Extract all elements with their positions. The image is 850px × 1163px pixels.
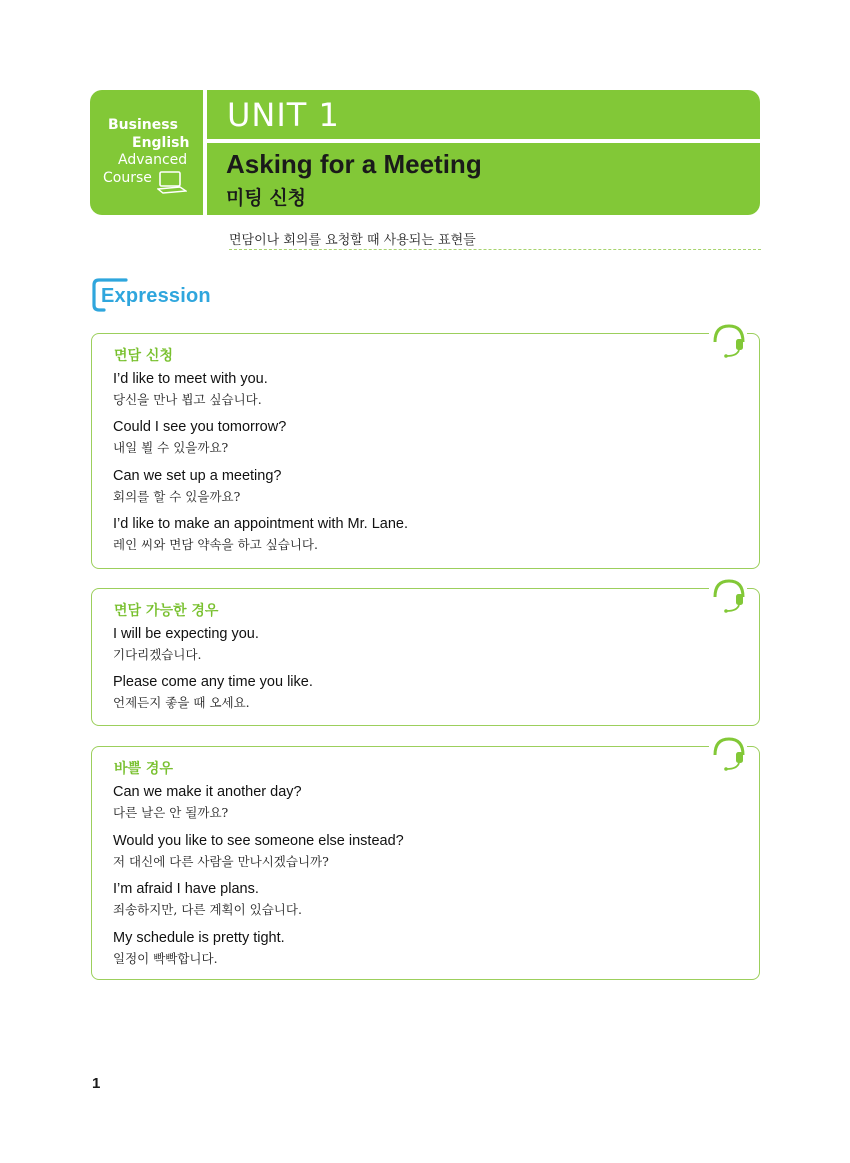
list-item [113,673,313,711]
phrase-korean: 죄송하지만, 다른 계획이 있습니다. [113,902,302,917]
lesson-title-english: Asking for a Meeting [226,149,482,179]
phrase-korean: 다른 날은 안 될까요? [113,805,229,820]
headset-icon [709,575,747,613]
section-heading: 면담 가능한 경우 [114,603,219,619]
phrase-english: I’m afraid I have plans. [113,881,259,897]
phrase-english: My schedule is pretty tight. [113,930,285,946]
phrase-korean: 회의를 할 수 있을까요? [113,489,241,504]
phrase-english: Can we set up a meeting? [113,468,282,484]
phrase-korean: 저 대신에 다른 사람을 만나시겠습니까? [113,854,329,869]
phrase-korean: 레인 씨와 면담 약속을 하고 싶습니다. [113,537,318,552]
headset-icon [709,320,747,358]
phrase-korean: 당신을 만나 뵙고 싶습니다. [113,392,262,407]
phrase-korean: 기다리겠습니다. [113,647,202,662]
section-heading: 바쁠 경우 [114,761,173,777]
course-line-course: Course [103,170,152,186]
section-heading: 면담 신청 [114,348,173,364]
phrase-english: Can we make it another day? [113,784,302,800]
unit-number: UNIT 1 [227,96,340,134]
expression-heading: Expression [101,285,211,307]
phrase-english: Please come any time you like. [113,674,313,690]
phrase-english: I’d like to make an appointment with Mr. Lane. [113,516,408,532]
expression-section-available [91,588,760,726]
expression-section-busy [91,746,760,980]
phrase-korean: 내일 뵐 수 있을까요? [113,440,229,455]
list-item [113,418,286,456]
phrase-english: I will be expecting you. [113,626,259,642]
divider [229,249,761,250]
course-line-advanced: Advanced [118,152,188,168]
list-item [113,832,404,870]
list-item [113,467,281,505]
course-line-english: English [132,135,190,151]
list-item [113,625,259,663]
phrase-english: Would you like to see someone else instead? [113,833,404,849]
list-item [113,515,408,553]
phrase-korean: 일정이 빡빡합니다. [113,951,218,966]
laptop-icon [157,170,187,194]
phrase-english: I’d like to meet with you. [113,371,268,387]
list-item [113,783,302,821]
lesson-title-korean: 미팅 신청 [226,187,307,209]
expression-section-request [91,333,760,569]
list-item [113,880,302,918]
title-bar [207,143,760,215]
list-item [113,370,268,408]
unit-bar [207,90,760,139]
course-label-box [90,90,203,215]
phrase-korean: 언제든지 좋을 때 오세요. [113,695,250,710]
list-item [113,929,285,967]
page-number: 1 [92,1075,101,1092]
phrase-english: Could I see you tomorrow? [113,419,287,435]
lesson-subtitle: 면담이나 회의를 요청할 때 사용되는 표현들 [229,233,476,248]
course-line-business: Business [108,117,178,133]
headset-icon [709,733,747,771]
